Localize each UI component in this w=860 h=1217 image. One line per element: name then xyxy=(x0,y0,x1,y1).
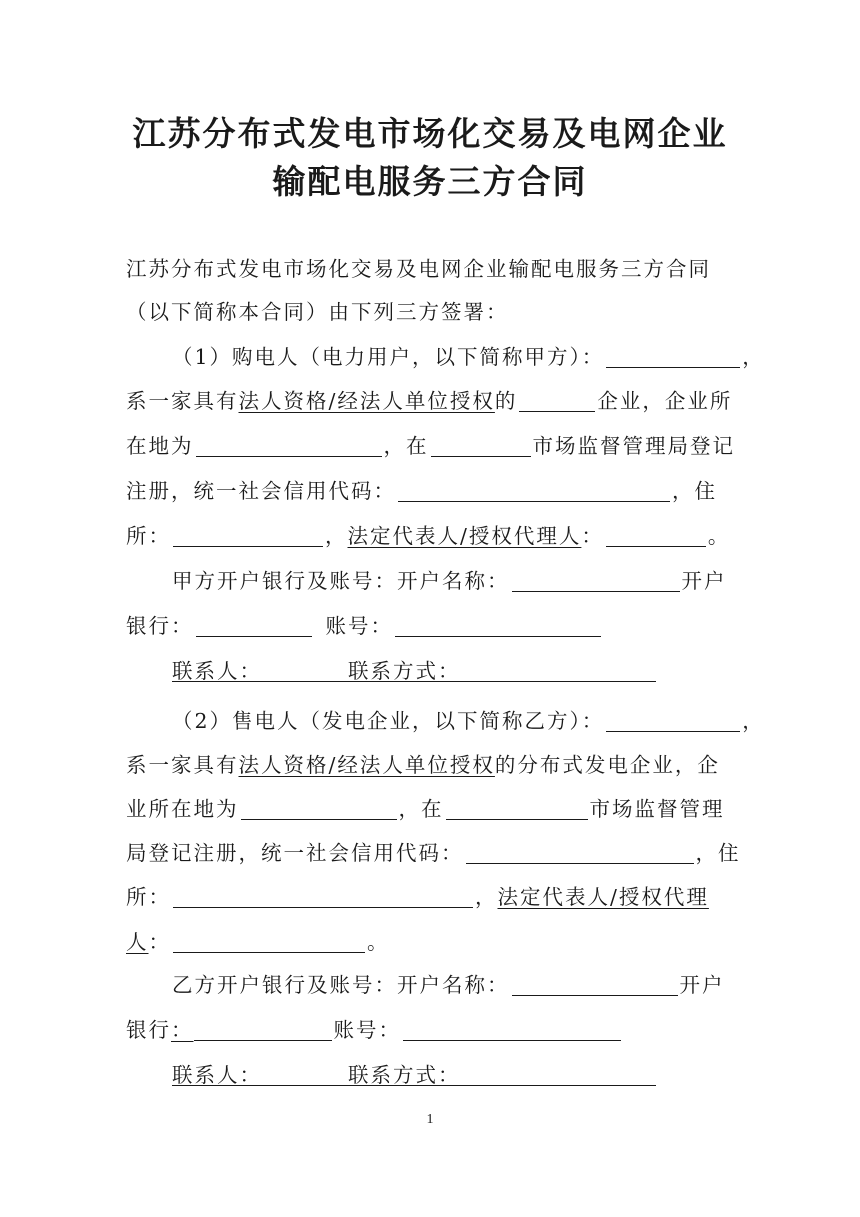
party-b-location-blank[interactable] xyxy=(241,793,397,820)
text: 联系方式： xyxy=(348,1063,461,1087)
text: 系一家具有 xyxy=(126,753,239,777)
text: 市场监督管理局登记 xyxy=(532,434,735,458)
party-b-residence-line xyxy=(126,877,738,917)
party-b-representative-cont: 人 xyxy=(126,930,149,954)
punct: ， xyxy=(475,885,498,909)
party-a-location-line xyxy=(126,426,738,466)
party-a-contact-field[interactable] xyxy=(172,651,656,682)
intro-line-1: 江苏分布式发电市场化交易及电网企业输配电服务三方合同 xyxy=(126,257,711,281)
party-a-name-blank[interactable] xyxy=(606,341,740,368)
party-b-qualification: 法人资格/经法人单位授权 xyxy=(238,753,495,777)
party-a-account-line xyxy=(126,606,738,646)
text: 的分布式发电企业，企 xyxy=(494,753,720,777)
party-a-heading-line xyxy=(172,337,765,377)
party-a-heading: （1）购电人（电力用户，以下简称甲方）： xyxy=(172,345,605,369)
party-b-credit-code-blank[interactable] xyxy=(466,837,694,864)
party-b-contact-line xyxy=(172,1055,738,1095)
party-b-bank-blank[interactable] xyxy=(194,1014,332,1041)
intro-line-2: （以下简称本合同）由下列三方签署： xyxy=(126,300,509,324)
punct: ， xyxy=(742,709,765,733)
text: 所： xyxy=(126,524,171,548)
text: 业所在地为 xyxy=(126,797,239,821)
text: 联系方式： xyxy=(348,659,461,683)
text: 系一家具有 xyxy=(126,389,239,413)
party-b-account-blank[interactable] xyxy=(403,1014,621,1041)
text: 开户 xyxy=(681,569,727,593)
text: 企业，企业所 xyxy=(597,389,733,413)
party-a-contact-line xyxy=(172,651,738,691)
party-a-enterprise-type-blank[interactable] xyxy=(519,385,595,412)
party-b-residence-blank[interactable] xyxy=(173,881,473,908)
party-a-qualification: 法人资格/经法人单位授权 xyxy=(238,389,495,413)
punct: ： xyxy=(171,1018,194,1042)
text: 所： xyxy=(126,885,171,909)
party-a-account-name-blank[interactable] xyxy=(512,565,680,592)
text: ，住 xyxy=(672,479,717,503)
party-b-contact-field[interactable] xyxy=(172,1055,656,1086)
punct: ， xyxy=(325,524,348,548)
text: 注册，统一社会信用代码： xyxy=(126,479,396,503)
party-b-bank-line xyxy=(172,965,738,1005)
text: ，在 xyxy=(383,434,429,458)
party-a-location-blank[interactable] xyxy=(196,430,382,457)
party-b-heading: （2）售电人（发电企业，以下简称乙方）： xyxy=(172,709,605,733)
party-b-representative-line xyxy=(126,922,738,962)
party-a-residence-blank[interactable] xyxy=(173,520,323,547)
party-b-representative: 法定代表人/授权代理 xyxy=(497,885,709,909)
text: 市场监督管理 xyxy=(589,797,725,821)
party-a-qualification-line xyxy=(126,381,738,421)
party-b-name-blank[interactable] xyxy=(606,705,740,732)
punct: 。 xyxy=(367,930,390,954)
party-a-representative-blank[interactable] xyxy=(606,520,706,547)
text: 在地为 xyxy=(126,434,194,458)
text: ，住 xyxy=(695,841,741,865)
party-b-qualification-line xyxy=(126,745,738,785)
text: 联系人： xyxy=(172,659,262,683)
party-b-account-name-blank[interactable] xyxy=(512,969,678,996)
party-a-representative: 法定代表人/授权代理人 xyxy=(347,524,582,548)
text: 开户 xyxy=(679,973,725,997)
contract-title-line-2: 输配电服务三方合同 xyxy=(272,162,588,201)
text: 联系人： xyxy=(172,1063,262,1087)
text: 银行 xyxy=(126,1018,171,1042)
punct: ， xyxy=(742,345,765,369)
party-a-residence-line xyxy=(126,516,738,556)
party-a-registry-city-blank[interactable] xyxy=(431,430,531,457)
party-a-account-blank[interactable] xyxy=(395,610,601,637)
text: ，在 xyxy=(398,797,444,821)
page-number: 1 xyxy=(426,1112,434,1127)
text: 账号： xyxy=(333,1018,401,1042)
party-b-heading-line xyxy=(172,701,765,741)
text: 银行： xyxy=(126,614,194,638)
punct: ： xyxy=(148,930,171,954)
party-a-bank-line xyxy=(172,561,738,601)
punct: 。 xyxy=(707,524,731,548)
party-a-bank-blank[interactable] xyxy=(196,610,312,637)
text: 局登记注册，统一社会信用代码： xyxy=(126,841,464,865)
text: 账号： xyxy=(325,614,393,638)
contract-title-line-1: 江苏分布式发电市场化交易及电网企业 xyxy=(132,114,728,153)
text: 乙方开户银行及账号：开户名称： xyxy=(172,973,510,997)
party-b-registry-city-blank[interactable] xyxy=(446,793,588,820)
punct: ： xyxy=(581,524,604,548)
text: 的 xyxy=(494,389,518,413)
party-b-representative-blank[interactable] xyxy=(173,926,365,953)
party-a-credit-code-line xyxy=(126,471,738,511)
text: 甲方开户银行及账号：开户名称： xyxy=(172,569,510,593)
party-a-credit-code-blank[interactable] xyxy=(398,475,670,502)
party-b-account-line xyxy=(126,1010,738,1050)
party-b-location-line xyxy=(126,789,738,829)
party-b-credit-code-line xyxy=(126,833,741,873)
